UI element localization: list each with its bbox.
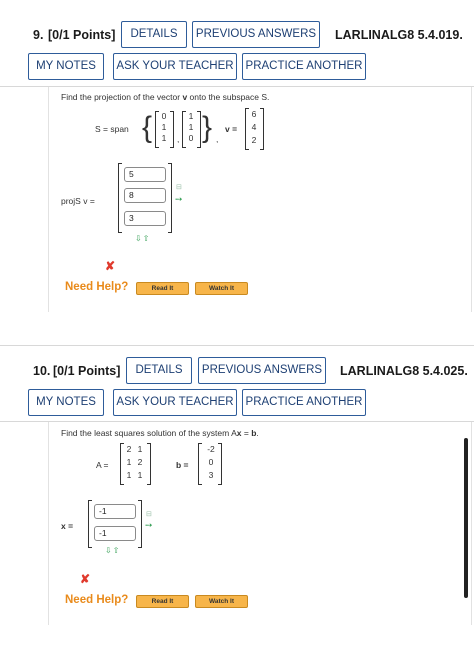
q9-left-brace: { (142, 111, 153, 144)
q9-my-notes-button[interactable]: MY NOTES (28, 53, 104, 80)
q10-need-help: Need Help? (65, 594, 129, 606)
q9-need-help: Need Help? (65, 281, 129, 293)
q10-b-2: 3 (208, 470, 214, 480)
q9-ask-teacher-button[interactable]: ASK YOUR TEACHER (113, 53, 237, 80)
q10-x-label: x = (61, 521, 74, 531)
q10-b-bracket-r (218, 443, 222, 485)
q9-v-2: 2 (251, 135, 257, 145)
q9-answer-input-3[interactable]: 3 (124, 211, 166, 226)
q9-prompt-end: onto the subspace S. (187, 92, 270, 102)
q10-right-arrow-icon[interactable]: ➙ (145, 520, 153, 530)
q10-read-it-button[interactable]: Read It (136, 595, 189, 608)
q9-prompt (61, 92, 269, 102)
q10-answer-bracket-r (138, 500, 142, 548)
q10-a-bracket-r (147, 443, 151, 485)
q9-problem-code: LARLINALG8 5.4.019. (335, 28, 463, 42)
q10-up-down-arrows-icon[interactable]: ⇩⇧ (105, 546, 121, 555)
vertical-scrollbar[interactable] (464, 438, 468, 598)
q10-a-r3c2: 1 (137, 470, 143, 480)
q9-v-label: v = (225, 124, 238, 134)
q9-s-vec2-bracket-l (182, 111, 186, 148)
q10-b-label: b = (176, 460, 189, 470)
q10-ask-teacher-button[interactable]: ASK YOUR TEACHER (113, 389, 237, 416)
q9-details-button[interactable]: DETAILS (121, 21, 187, 48)
q10-matrix-ghost-icon: ⊟ (146, 511, 152, 518)
q10-answer-input-2[interactable]: -1 (94, 526, 136, 541)
q9-answer-bracket-l (118, 163, 122, 233)
q10-a-bracket-l (120, 443, 124, 485)
q9-s-vec2-0: 1 (188, 111, 194, 121)
q9-answer-input-1[interactable]: 5 (124, 167, 166, 182)
q9-s-comma: , (177, 134, 180, 144)
q9-matrix-ghost-icon: ⊟ (176, 184, 182, 191)
q10-prompt-x: x (236, 428, 242, 438)
q9-s-vec2-2: 0 (188, 133, 194, 143)
q10-a-label: A = (96, 460, 109, 470)
q9-previous-answers-button[interactable]: PREVIOUS ANSWERS (192, 21, 320, 48)
q10-watch-it-button[interactable]: Watch It (195, 595, 248, 608)
q10-b-bracket-l (198, 443, 202, 485)
question-separator (0, 345, 474, 346)
q9-v-bracket-r (260, 108, 264, 150)
q10-a-r1c2: 1 (137, 444, 143, 454)
q9-watch-it-button[interactable]: Watch It (195, 282, 248, 295)
q9-answer-bracket-r (168, 163, 172, 233)
q10-b-1: 0 (208, 457, 214, 467)
q9-answer-input-2[interactable]: 8 (124, 188, 166, 203)
q10-a-r3c1: 1 (126, 470, 132, 480)
q9-s-vec1-bracket-r (170, 111, 174, 148)
q10-practice-another-button[interactable]: PRACTICE ANOTHER (242, 389, 366, 416)
q9-right-arrow-icon[interactable]: ➙ (175, 194, 183, 204)
q9-practice-another-button[interactable]: PRACTICE ANOTHER (242, 53, 366, 80)
q10-number: 10. (33, 364, 51, 378)
q10-points: [0/1 Points] (53, 364, 121, 378)
q9-v-1: 4 (251, 122, 257, 132)
q9-s-vec1-2: 1 (161, 133, 167, 143)
q9-s-vec2-1: 1 (188, 122, 194, 132)
q9-right-brace: } (202, 111, 213, 144)
q10-a-r2c1: 1 (126, 457, 132, 467)
q10-answer-input-1[interactable]: -1 (94, 504, 136, 519)
q10-a-r1c1: 2 (126, 444, 132, 454)
q9-s-vec1-1: 1 (161, 122, 167, 132)
q10-details-button[interactable]: DETAILS (126, 357, 192, 384)
q10-a-r2c2: 2 (137, 457, 143, 467)
q9-v-0: 6 (251, 109, 257, 119)
q10-prompt-b: b (251, 428, 257, 438)
q9-read-it-button[interactable]: Read It (136, 282, 189, 295)
q10-my-notes-button[interactable]: MY NOTES (28, 389, 104, 416)
q10-previous-answers-button[interactable]: PREVIOUS ANSWERS (198, 357, 326, 384)
q10-problem-code: LARLINALG8 5.4.025. (340, 364, 468, 378)
q10-prompt-eq: = (241, 428, 252, 438)
q9-v-bracket-l (245, 108, 249, 150)
q9-prompt-v: v (182, 92, 188, 102)
q9-number: 9. (33, 28, 44, 42)
q10-answer-bracket-l (88, 500, 92, 548)
q9-s-vec1-bracket-l (155, 111, 159, 148)
q10-b-0: -2 (207, 444, 215, 454)
q9-wrong-icon: ✘ (105, 259, 116, 273)
q9-s-vec2-bracket-r (197, 111, 201, 148)
q10-prompt-text: Find the least squares solution of the system A (61, 428, 237, 438)
q10-prompt-end: . (256, 428, 259, 438)
q10-wrong-icon: ✘ (80, 572, 91, 586)
q9-s-vec1-0: 0 (161, 111, 167, 121)
q9-up-down-arrows-icon[interactable]: ⇩⇧ (135, 234, 151, 243)
q9-prompt-text: Find the projection of the vector (61, 92, 183, 102)
q10-prompt (61, 428, 259, 438)
q9-proj-label: projS v = (61, 196, 95, 206)
q9-points: [0/1 Points] (48, 28, 116, 42)
q9-s-comma2: , (216, 134, 219, 144)
q9-s-label: S = span (95, 124, 129, 134)
